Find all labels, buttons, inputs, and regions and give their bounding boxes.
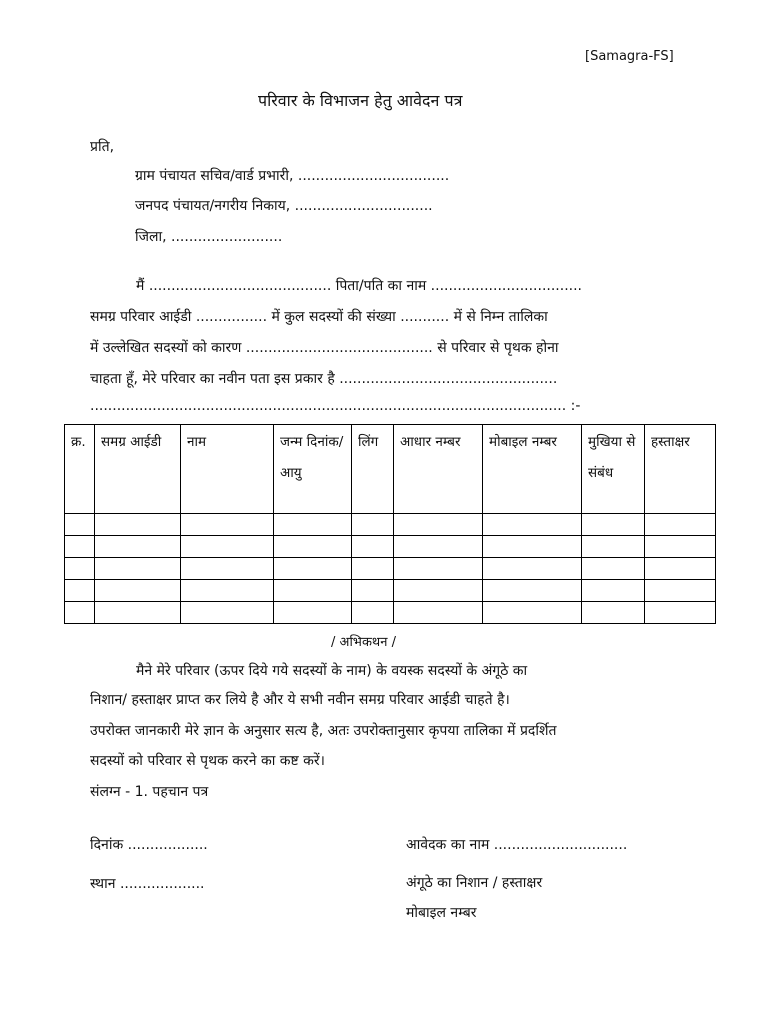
table-cell — [274, 536, 352, 558]
place-field: स्थान ................... — [90, 876, 205, 892]
declaration-line: मैने मेरे परिवार (ऊपर दिये गये सदस्यों के नाम) के वयस्क सदस्यों के अंगूठे का — [136, 663, 528, 679]
table-cell — [181, 602, 274, 624]
declaration-heading: / अभिकथन / — [331, 635, 396, 650]
body-line: में उल्लेखित सदस्यों को कारण .......................................... से परिवार से पृथक होना — [90, 340, 559, 356]
recipient-to: प्रति, — [90, 139, 115, 155]
form-code: [Samagra-FS] — [585, 49, 674, 64]
table-row — [65, 536, 716, 558]
table-cell — [95, 602, 181, 624]
body-line: मैं ......................................... पिता/पति का नाम .................................. — [136, 278, 582, 294]
table-cell — [645, 536, 716, 558]
table-cell — [274, 558, 352, 580]
table-header-row — [65, 425, 716, 514]
table-cell — [65, 514, 95, 536]
table-cell — [65, 602, 95, 624]
column-header: आधार नम्बर — [394, 425, 483, 514]
table-cell — [95, 558, 181, 580]
table-cell — [352, 558, 394, 580]
page-title: परिवार के विभाजन हेतु आवेदन पत्र — [258, 91, 463, 110]
body-line: ........................................................................................................... :- — [90, 398, 581, 414]
table-cell — [483, 580, 582, 602]
table-cell — [95, 514, 181, 536]
body-line: चाहता हूँ, मेरे परिवार का नवीन पता इस प्रकार है ................................................. — [90, 371, 558, 387]
table-cell — [645, 602, 716, 624]
table-cell — [483, 514, 582, 536]
table-cell — [95, 580, 181, 602]
thumb-signature-field: अंगूठे का निशान / हस्ताक्षर — [406, 875, 543, 891]
declaration-line: उपरोक्त जानकारी मेरे ज्ञान के अनुसार सत्य है, अतः उपरोक्तानुसार कृपया तालिका में प्रदर्शित — [90, 723, 557, 739]
table-cell — [65, 558, 95, 580]
declaration-line: निशान/ हस्ताक्षर प्राप्त कर लिये है और ये सभी नवीन समग्र परिवार आईडी चाहते है। — [90, 692, 510, 708]
table-row — [65, 580, 716, 602]
date-field: दिनांक .................. — [90, 837, 208, 853]
table-cell — [352, 580, 394, 602]
table-cell — [394, 580, 483, 602]
table-cell — [352, 536, 394, 558]
table-cell — [274, 514, 352, 536]
table-cell — [181, 514, 274, 536]
table-cell — [274, 580, 352, 602]
recipient-district: जिला, ......................... — [135, 229, 283, 245]
table-cell — [352, 602, 394, 624]
applicant-name-field: आवेदक का नाम .............................. — [406, 837, 628, 853]
table-cell — [582, 514, 645, 536]
table-row — [65, 514, 716, 536]
column-header: लिंग — [352, 425, 394, 514]
column-header: जन्म दिनांक/ आयु — [274, 425, 352, 514]
table-row — [65, 558, 716, 580]
table-cell — [645, 514, 716, 536]
table-cell — [394, 514, 483, 536]
table-cell — [582, 536, 645, 558]
table-cell — [645, 558, 716, 580]
table-cell — [645, 580, 716, 602]
declaration-line: सदस्यों को परिवार से पृथक करने का कष्ट करें। — [90, 753, 325, 769]
table-cell — [65, 536, 95, 558]
column-header: क्र. — [65, 425, 95, 514]
table-cell — [582, 558, 645, 580]
table-row — [65, 602, 716, 624]
table-cell — [181, 558, 274, 580]
table-cell — [483, 558, 582, 580]
members-table — [64, 424, 716, 624]
mobile-number-field: मोबाइल नम्बर — [406, 905, 477, 921]
table-cell — [274, 602, 352, 624]
table-cell — [483, 536, 582, 558]
column-header: हस्ताक्षर — [645, 425, 716, 514]
table-cell — [582, 580, 645, 602]
column-header: नाम — [181, 425, 274, 514]
table-cell — [582, 602, 645, 624]
table-cell — [483, 602, 582, 624]
column-header: मुखिया से संबंध — [582, 425, 645, 514]
recipient-secretary: ग्राम पंचायत सचिव/वार्ड प्रभारी, .................................. — [135, 168, 450, 184]
table-cell — [352, 514, 394, 536]
table-cell — [181, 536, 274, 558]
column-header: मोबाइल नम्बर — [483, 425, 582, 514]
table-cell — [394, 536, 483, 558]
body-line: समग्र परिवार आईडी ................ में कुल सदस्यों की संख्या ........... में से निम्न तालिका — [90, 309, 548, 325]
recipient-janpad: जनपद पंचायत/नगरीय निकाय, ............................... — [135, 198, 433, 214]
table-cell — [181, 580, 274, 602]
table-cell — [65, 580, 95, 602]
column-header: समग्र आईडी — [95, 425, 181, 514]
attachment-note: संलग्न - 1. पहचान पत्र — [90, 784, 209, 800]
table-cell — [394, 602, 483, 624]
table-cell — [95, 536, 181, 558]
table-cell — [394, 558, 483, 580]
